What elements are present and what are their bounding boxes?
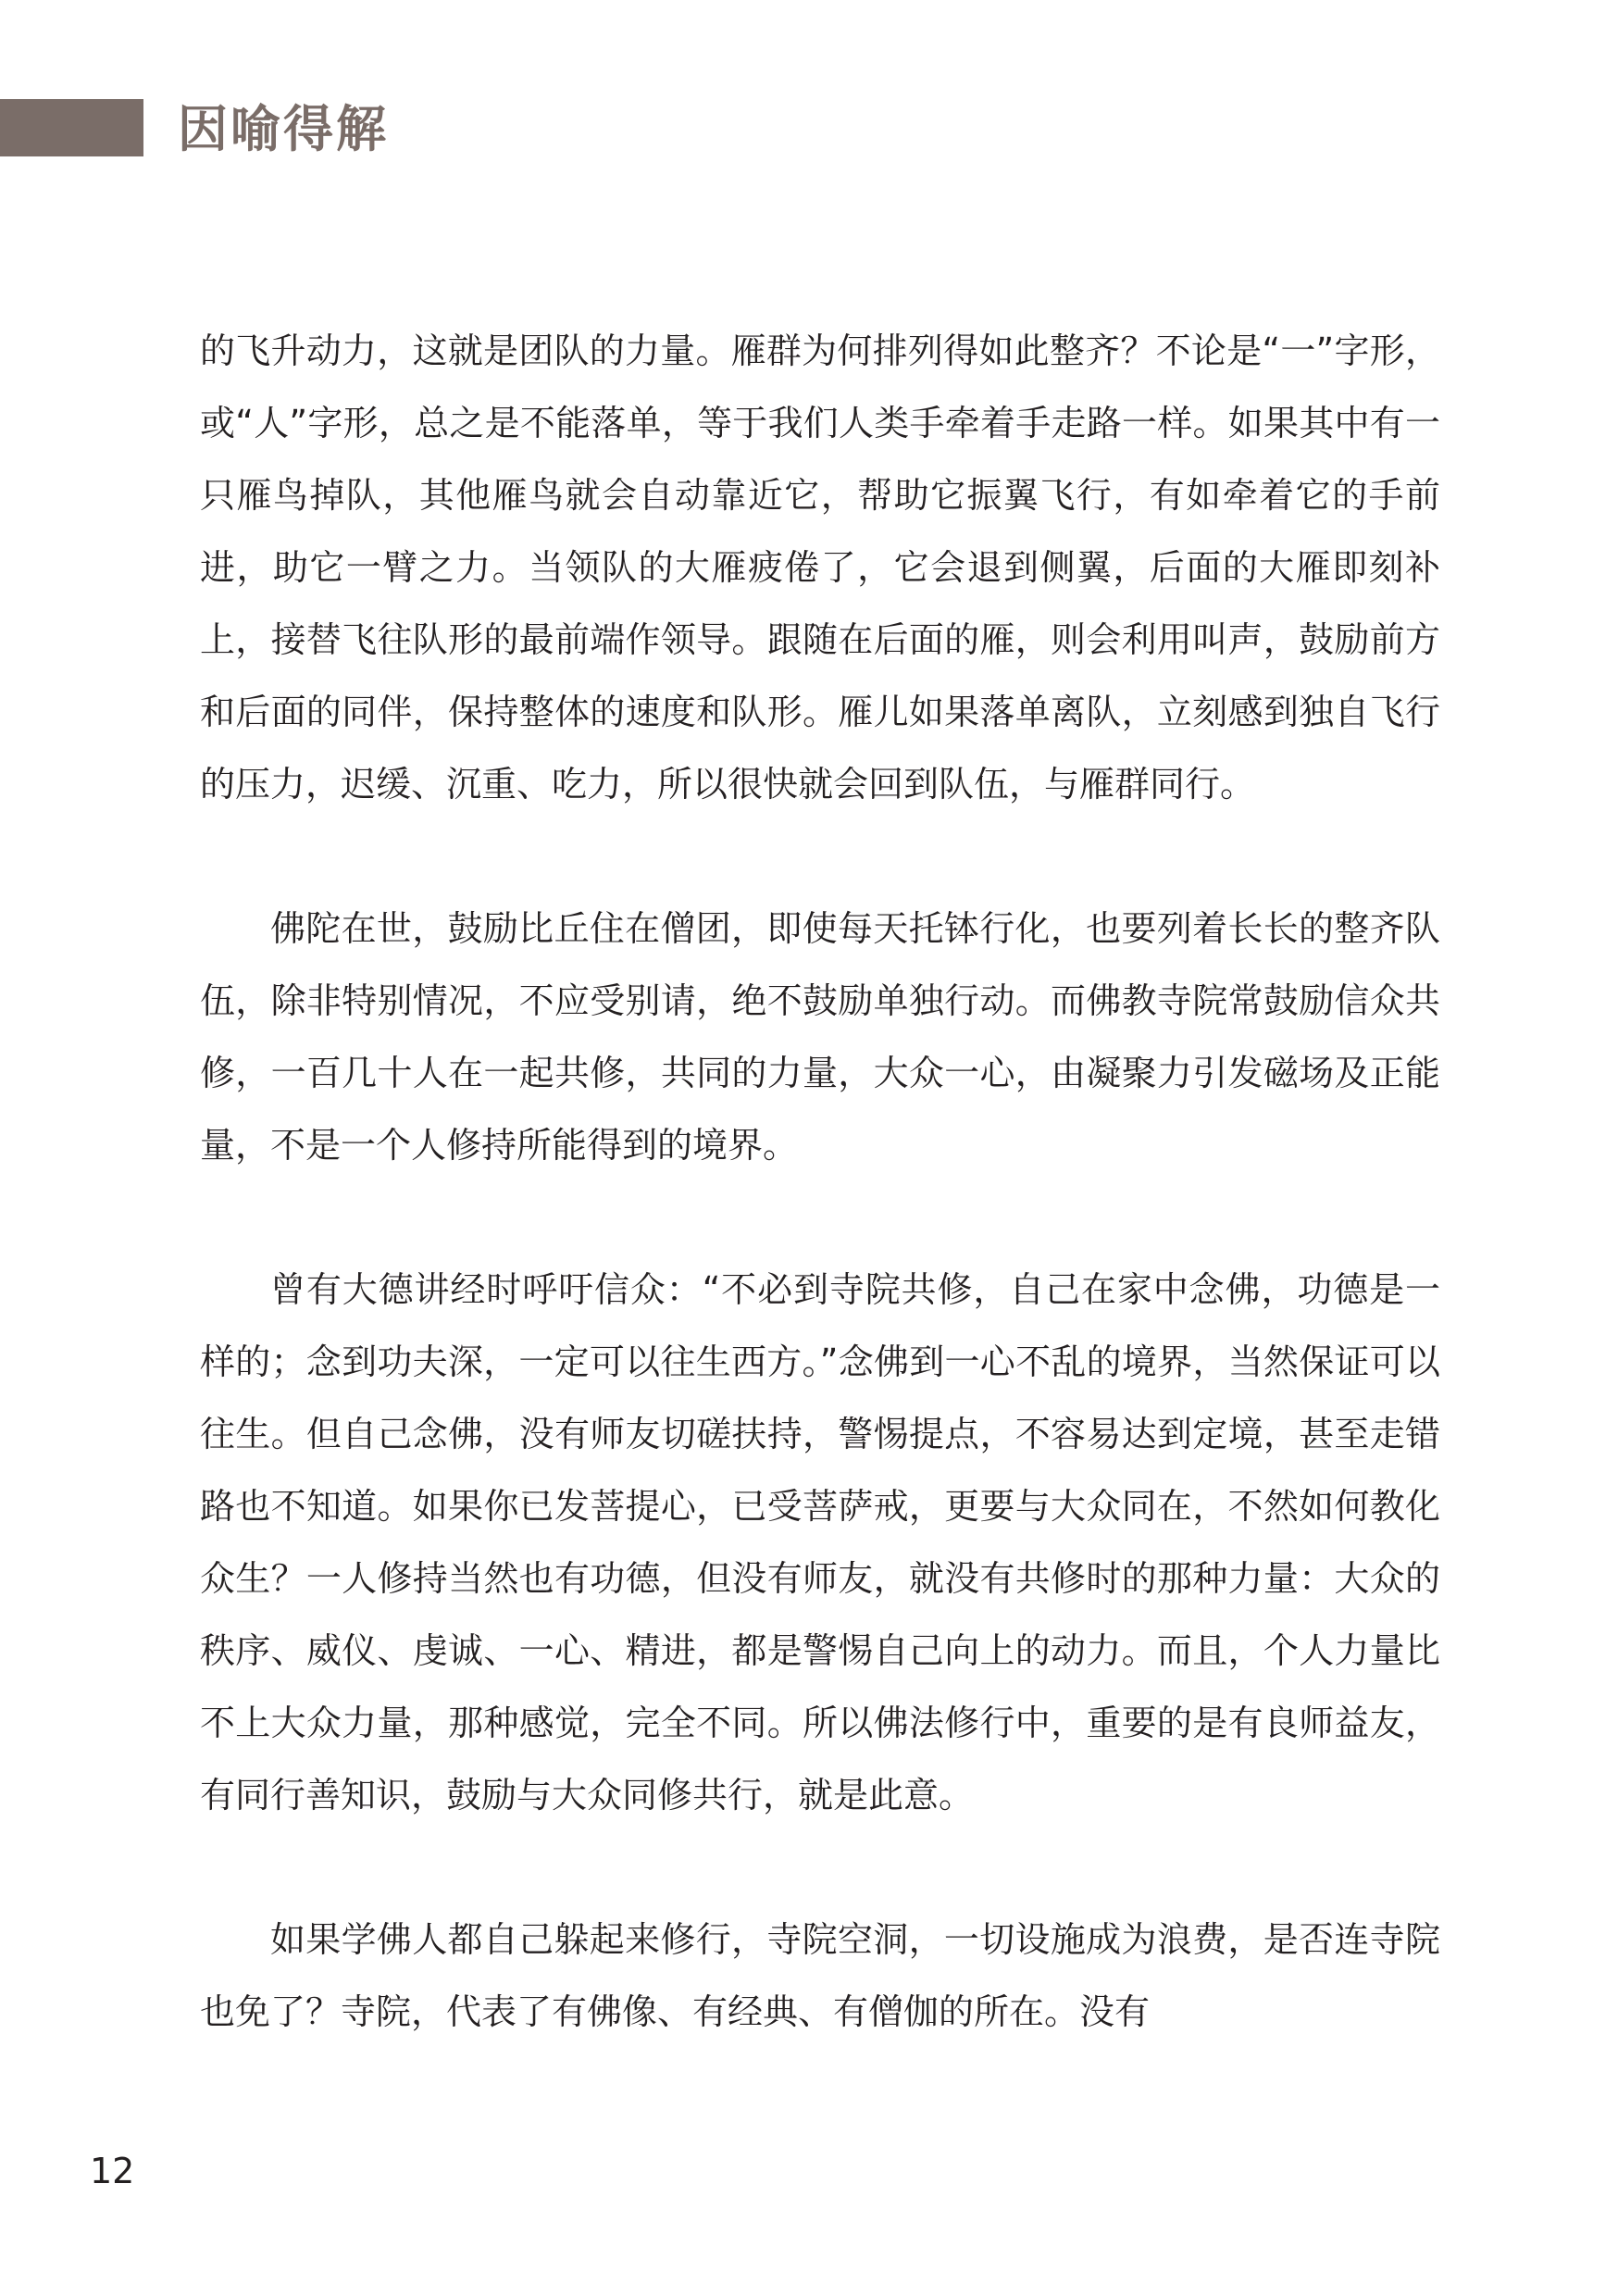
paragraph-3: 曾有大德讲经时呼吁信众：“不必到寺院共修，自己在家中念佛，功德是一样的；念到功夫深，一定可以往生西方。”念佛到一心不乱的境界，当然保证可以往生。但自己念佛，没有师友切磋扶持，警惕提点，不容易达到定境，甚至走错路也不知道。如果你已发菩提心，已受菩萨戒，更要与大众同在，不然如何教化众生？一人修持当然也有功德，但没有师友，就没有共修时的那种力量：大众的秩序、威仪、虔诚、一心、精进，都是警惕自己向上的动力。而且，个人力量比不上大众力量，那种感觉，完全不同。所以佛法修行中，重要的是有良师益友，有同行善知识，鼓励与大众同修共行，就是此意。 [200,1269,1440,1816]
page-body [200,315,1440,2048]
paragraph-1: 的飞升动力，这就是团队的力量。雁群为何排列得如此整齐？不论是“一”字形，或“人”字形，总之是不能落单，等于我们人类手牵着手走路一样。如果其中有一只雁鸟掉队，其他雁鸟就会自动靠近它，帮助它振翼飞行，有如牵着它的手前进，助它一臂之力。当领队的大雁疲倦了，它会退到侧翼，后面的大雁即刻补上，接替飞往队形的最前端作领导。跟随在后面的雁，则会利用叫声，鼓励前方和后面的同伴，保持整体的速度和队形。雁儿如果落单离队，立刻感到独自飞行的压力，迟缓、沉重、吃力，所以很快就会回到队伍，与雁群同行。 [200,331,1440,805]
section-title: 因喻得解 [178,100,389,158]
paragraph-2: 佛陀在世，鼓励比丘住在僧团，即使每天托钵行化，也要列着长长的整齐队伍，除非特别情况，不应受别请，绝不鼓励单独行动。而佛教寺院常鼓励信众共修，一百几十人在一起共修，共同的力量，大众一心，由凝聚力引发磁场及正能量，不是一个人修持所能得到的境界。 [200,908,1440,1166]
paragraph-4: 如果学佛人都自己躲起来修行，寺院空洞，一切设施成为浪费，是否连寺院也免了？寺院，代表了有佛像、有经典、有僧伽的所在。没有 [200,1919,1440,2032]
header-color-bar [0,99,143,156]
page-number: 12 [90,2151,135,2191]
